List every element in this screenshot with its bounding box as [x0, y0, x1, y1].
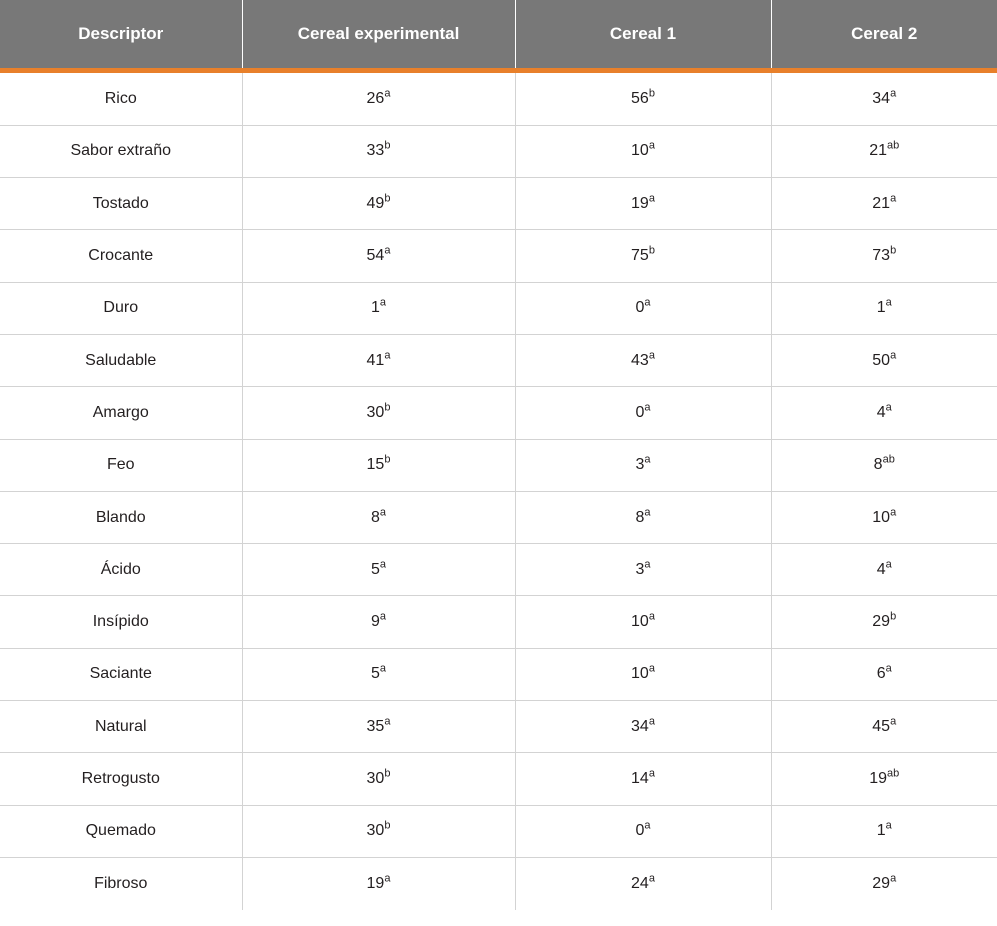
table-row: [0, 805, 997, 857]
cell-value: 4: [876, 403, 886, 421]
table-row: [0, 230, 997, 282]
cell-value: 75: [631, 247, 649, 265]
cell-descriptor: Natural: [0, 701, 242, 753]
cell-value: 3: [635, 456, 645, 474]
significance-superscript: a: [384, 87, 391, 100]
cell-cereal-experimental: [242, 544, 515, 596]
cell-cereal-experimental: [242, 439, 515, 491]
significance-superscript: a: [648, 192, 655, 205]
cell-value: 8: [635, 508, 645, 526]
table-row: [0, 544, 997, 596]
cell-cereal-1: [515, 282, 771, 334]
cell-descriptor: Saludable: [0, 334, 242, 386]
cell-cereal-experimental: [242, 178, 515, 230]
cell-cereal-experimental: [242, 230, 515, 282]
cell-value: 34: [631, 717, 649, 735]
cell-value: 10: [631, 142, 649, 160]
table-row: [0, 125, 997, 177]
cell-cereal-experimental: [242, 805, 515, 857]
significance-superscript: b: [384, 140, 391, 153]
significance-superscript: a: [885, 401, 892, 414]
cell-descriptor: Feo: [0, 439, 242, 491]
significance-superscript: a: [644, 297, 651, 309]
table-row: [0, 387, 997, 439]
cell-value: 30: [366, 770, 385, 787]
table-row: [0, 857, 997, 909]
cell-descriptor: Quemado: [0, 805, 242, 857]
cell-cereal-1: [515, 439, 771, 491]
cell-cereal-1: [515, 857, 771, 909]
significance-superscript: a: [379, 558, 387, 571]
cell-cereal-experimental: [242, 753, 515, 805]
column-header-cereal-1: Cereal 1: [515, 0, 771, 68]
cell-value: 33: [366, 142, 385, 160]
cell-value: 5: [370, 560, 380, 578]
significance-superscript: a: [644, 558, 651, 571]
significance-superscript: a: [648, 715, 655, 728]
cell-value: 30: [366, 403, 385, 421]
cell-value: 8: [873, 456, 883, 474]
significance-superscript: a: [379, 506, 387, 519]
cell-cereal-experimental: [242, 596, 515, 648]
cell-value: 30: [366, 822, 385, 840]
cell-value: 50: [872, 351, 891, 369]
significance-superscript: a: [644, 506, 651, 519]
cell-cereal-experimental: [242, 73, 515, 125]
table-row: [0, 178, 997, 230]
significance-superscript: ab: [887, 140, 900, 153]
table-header-row: [0, 0, 997, 68]
significance-superscript: a: [648, 610, 655, 623]
significance-superscript: a: [890, 349, 897, 362]
significance-superscript: b: [648, 87, 655, 100]
table-row: [0, 491, 997, 543]
table-row: [0, 282, 997, 334]
cell-cereal-experimental: [242, 701, 515, 753]
significance-superscript: a: [885, 663, 892, 676]
cell-cereal-2: [771, 439, 997, 491]
significance-superscript: a: [379, 297, 387, 309]
cell-value: 26: [366, 89, 385, 107]
significance-superscript: b: [384, 401, 391, 414]
significance-superscript: b: [384, 192, 391, 205]
cell-value: 35: [366, 717, 385, 735]
cell-value: 49: [366, 194, 385, 212]
cell-value: 8: [370, 508, 380, 526]
cell-value: 0: [635, 822, 645, 840]
significance-superscript: b: [384, 767, 391, 780]
significance-superscript: b: [384, 819, 391, 832]
cell-descriptor: Ácido: [0, 544, 242, 596]
significance-superscript: a: [885, 819, 892, 832]
cell-cereal-2: [771, 282, 997, 334]
cell-cereal-2: [771, 805, 997, 857]
significance-superscript: b: [890, 610, 897, 623]
table-row: [0, 439, 997, 491]
cell-cereal-1: [515, 753, 771, 805]
significance-superscript: a: [644, 401, 651, 414]
cell-cereal-experimental: [242, 491, 515, 543]
column-header-descriptor: Descriptor: [0, 0, 242, 68]
cell-cereal-1: [515, 334, 771, 386]
cell-cereal-experimental: [242, 857, 515, 909]
significance-superscript: a: [644, 819, 651, 832]
table-row: [0, 753, 997, 805]
cell-cereal-2: [771, 596, 997, 648]
cell-value: 0: [635, 403, 645, 421]
cell-descriptor: Amargo: [0, 387, 242, 439]
significance-superscript: a: [379, 610, 387, 623]
cell-cereal-2: [771, 857, 997, 909]
cell-cereal-experimental: [242, 648, 515, 700]
cell-value: 24: [631, 874, 649, 892]
cell-value: 5: [370, 665, 380, 683]
cell-value: 41: [366, 351, 385, 369]
cell-value: 56: [631, 89, 649, 107]
table-row: [0, 334, 997, 386]
cell-value: 54: [366, 247, 385, 265]
cell-value: 9: [370, 613, 380, 631]
cell-value: 14: [631, 770, 649, 787]
cell-descriptor: Rico: [0, 73, 242, 125]
cell-value: 1: [370, 299, 380, 317]
cell-value: 29: [872, 874, 891, 892]
table-row: [0, 648, 997, 700]
cell-value: 45: [872, 717, 891, 735]
cell-descriptor: Fibroso: [0, 857, 242, 909]
table-body: [0, 73, 997, 910]
cell-cereal-2: [771, 648, 997, 700]
significance-superscript: a: [384, 244, 391, 257]
column-header-cereal-experimental: Cereal experimental: [242, 0, 515, 68]
significance-superscript: a: [890, 192, 897, 205]
table-row: [0, 73, 997, 125]
cell-value: 6: [876, 665, 886, 683]
cell-value: 1: [876, 822, 886, 840]
significance-superscript: a: [644, 453, 651, 466]
column-header-cereal-2: Cereal 2: [771, 0, 997, 68]
cell-cereal-experimental: [242, 125, 515, 177]
significance-superscript: a: [384, 715, 391, 728]
cell-cereal-1: [515, 544, 771, 596]
cell-cereal-1: [515, 230, 771, 282]
significance-superscript: a: [648, 663, 655, 676]
cell-value: 21: [872, 194, 891, 212]
cell-value: 10: [872, 508, 891, 526]
significance-superscript: a: [648, 349, 655, 362]
cell-cereal-2: [771, 491, 997, 543]
cell-descriptor: Crocante: [0, 230, 242, 282]
table-header: [0, 0, 997, 73]
cell-cereal-experimental: [242, 282, 515, 334]
significance-superscript: a: [384, 349, 391, 362]
table-row: [0, 596, 997, 648]
significance-superscript: ab: [882, 453, 895, 466]
significance-superscript: a: [890, 506, 897, 519]
significance-superscript: a: [379, 663, 387, 676]
cell-cereal-1: [515, 701, 771, 753]
cell-cereal-1: [515, 73, 771, 125]
cell-value: 15: [366, 456, 385, 474]
cell-cereal-2: [771, 73, 997, 125]
significance-superscript: a: [648, 140, 655, 153]
cell-value: 34: [872, 89, 891, 107]
cell-cereal-experimental: [242, 387, 515, 439]
cell-descriptor: Blando: [0, 491, 242, 543]
cell-cereal-2: [771, 387, 997, 439]
cell-cereal-1: [515, 805, 771, 857]
cell-cereal-2: [771, 334, 997, 386]
cell-value: 29: [872, 613, 891, 631]
cell-value: 4: [876, 560, 886, 578]
cell-descriptor: Duro: [0, 282, 242, 334]
cell-cereal-1: [515, 387, 771, 439]
cell-cereal-1: [515, 491, 771, 543]
cell-value: 3: [635, 560, 645, 578]
significance-superscript: a: [885, 297, 892, 309]
cell-value: 1: [876, 299, 886, 317]
cell-cereal-1: [515, 178, 771, 230]
cell-descriptor: Retrogusto: [0, 753, 242, 805]
significance-superscript: a: [648, 872, 655, 885]
cell-value: 10: [631, 613, 649, 631]
cell-descriptor: Insípido: [0, 596, 242, 648]
significance-superscript: b: [384, 453, 391, 466]
significance-superscript: a: [885, 558, 892, 571]
cell-descriptor: Sabor extraño: [0, 125, 242, 177]
cell-cereal-2: [771, 701, 997, 753]
significance-superscript: a: [890, 715, 897, 728]
significance-superscript: a: [890, 87, 897, 100]
cell-value: 19: [631, 194, 649, 212]
cell-cereal-1: [515, 648, 771, 700]
significance-superscript: b: [648, 244, 655, 257]
cell-cereal-2: [771, 230, 997, 282]
cell-cereal-1: [515, 125, 771, 177]
cell-value: 10: [631, 665, 649, 683]
cell-value: 21: [869, 142, 888, 160]
significance-superscript: b: [890, 244, 897, 257]
significance-superscript: a: [648, 767, 655, 780]
cell-descriptor: Saciante: [0, 648, 242, 700]
cell-value: 0: [635, 299, 645, 317]
significance-superscript: a: [890, 872, 897, 885]
table-row: [0, 701, 997, 753]
significance-superscript: a: [384, 872, 391, 885]
cell-value: 19: [366, 874, 385, 892]
cell-cereal-2: [771, 753, 997, 805]
significance-superscript: ab: [887, 767, 900, 780]
cell-cereal-2: [771, 544, 997, 596]
cell-value: 19: [869, 770, 888, 787]
cell-cereal-1: [515, 596, 771, 648]
cell-cereal-2: [771, 178, 997, 230]
cell-cereal-2: [771, 125, 997, 177]
cell-cereal-experimental: [242, 334, 515, 386]
cell-descriptor: Tostado: [0, 178, 242, 230]
cell-value: 73: [872, 247, 891, 265]
cell-value: 43: [631, 351, 649, 369]
